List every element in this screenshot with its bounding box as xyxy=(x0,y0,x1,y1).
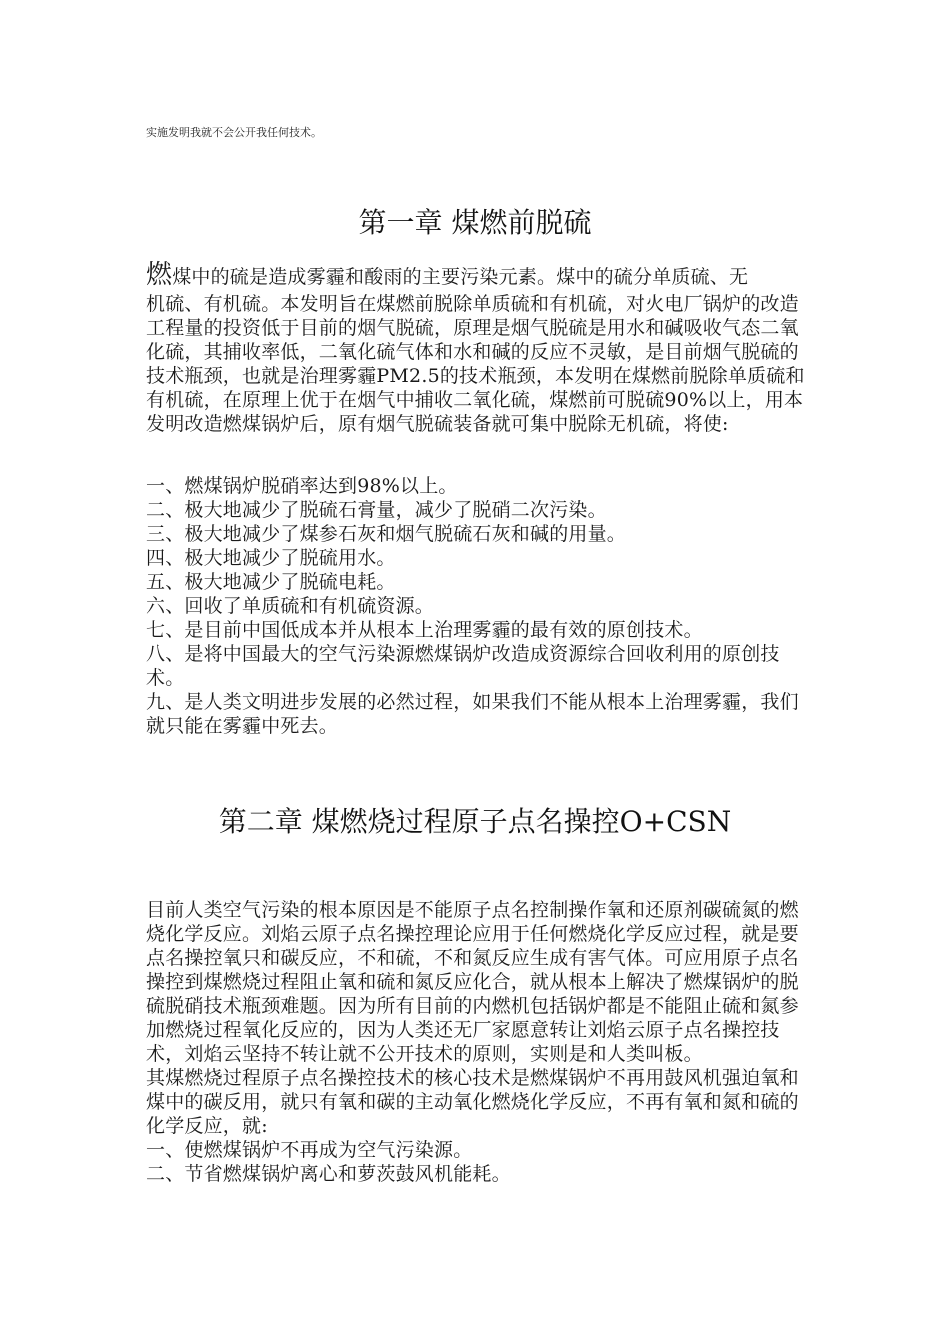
chapter1-title: 第一章 煤燃前脱硫 xyxy=(358,206,592,239)
top-note: 实施发明我就不会公开我任何技术。 xyxy=(146,126,322,139)
chapter2-paragraph-2: 其煤燃烧过程原子点名操控技术的核心技术是燃煤锅炉不再用鼓风机强迫氧和煤中的碳反用，就只有氧和碳的主动氧化燃烧化学反应，不再有氧和氮和硫的化学反应，就: xyxy=(146,1067,799,1137)
chapter1-intro xyxy=(146,262,812,436)
list-item: 五、极大地减少了脱硫电耗。 xyxy=(146,571,396,593)
list-item: 四、极大地减少了脱硫用水。 xyxy=(146,547,396,569)
list-item: 一、燃煤锅炉脱硝率达到98%以上。 xyxy=(146,475,458,497)
chapter2-paragraph-1: 目前人类空气污染的根本原因是不能原子点名控制操作氧和还原剂碳硫氮的燃烧化学反应。刘焰云原子点名操控理论应用于任何燃烧化学反应过程，就是要点名操控氧只和碳反应，不和硫，不和氮反应生成有害气体。可应用原子点名操控到煤燃烧过程阻止氧和硫和氮反应化合，就从根本上解决了燃煤锅炉的脱硫脱硝技术瓶颈难题。因为所有目前的内燃机包括锅炉都是不能阻止硫和氮参加燃烧过程氧化反应的，因为人类还无厂家愿意转让刘焰云原子点名操控技术，刘焰云坚持不转让就不公开技术的原则，实则是和人类叫板。 xyxy=(146,899,799,1065)
list-item: 八、是将中国最大的空气污染源燃煤锅炉改造成资源综合回收利用的原创技术。 xyxy=(146,643,780,689)
list-item: 七、是目前中国低成本并从根本上治理雾霾的最有效的原创技术。 xyxy=(146,619,703,641)
chapter1-intro-first-line xyxy=(146,262,812,292)
chapter2-body xyxy=(146,898,812,1186)
chapter1-intro-rest: 机硫、有机硫。本发明旨在煤燃前脱除单质硫和有机硫，对火电厂锅炉的改造工程量的投资低于目前的烟气脱硫，原理是烟气脱硫是用水和碱吸收气态二氧化硫，其捕收率低，二氧化硫气体和水和碱的反应不灵敏，是目前烟气脱硫的技术瓶颈，也就是治理雾霾PM2.5的技术瓶颈，本发明在煤燃前脱除单质硫和有机硫，在原理上优于在烟气中捕收二氧化硫，煤燃前可脱硫90%以上，用本发明改造燃煤锅炉后，原有烟气脱硫装备就可集中脱除无机硫，将使: xyxy=(146,293,805,435)
list-item: 二、节省燃煤锅炉离心和萝茨鼓风机能耗。 xyxy=(146,1163,511,1185)
chapter1-intro-first-text: 煤中的硫是造成雾霾和酸雨的主要污染元素。煤中的硫分单质硫、无 xyxy=(172,266,749,288)
list-item: 一、使燃煤锅炉不再成为空气污染源。 xyxy=(146,1139,473,1161)
list-item: 二、极大地减少了脱硫石膏量，减少了脱硝二次污染。 xyxy=(146,499,607,521)
list-item: 六、回收了单质硫和有机硫资源。 xyxy=(146,595,435,617)
dropcap: 燃 xyxy=(146,260,173,290)
chapter2-title: 第二章 煤燃烧过程原子点名操控O+CSN xyxy=(218,805,732,838)
list-item: 三、极大地减少了煤参石灰和烟气脱硫石灰和碱的用量。 xyxy=(146,523,627,545)
chapter1-benefits-list xyxy=(146,474,812,738)
list-item: 九、是人类文明进步发展的必然过程，如果我们不能从根本上治理雾霾，我们就只能在雾霾中死去。 xyxy=(146,691,799,737)
